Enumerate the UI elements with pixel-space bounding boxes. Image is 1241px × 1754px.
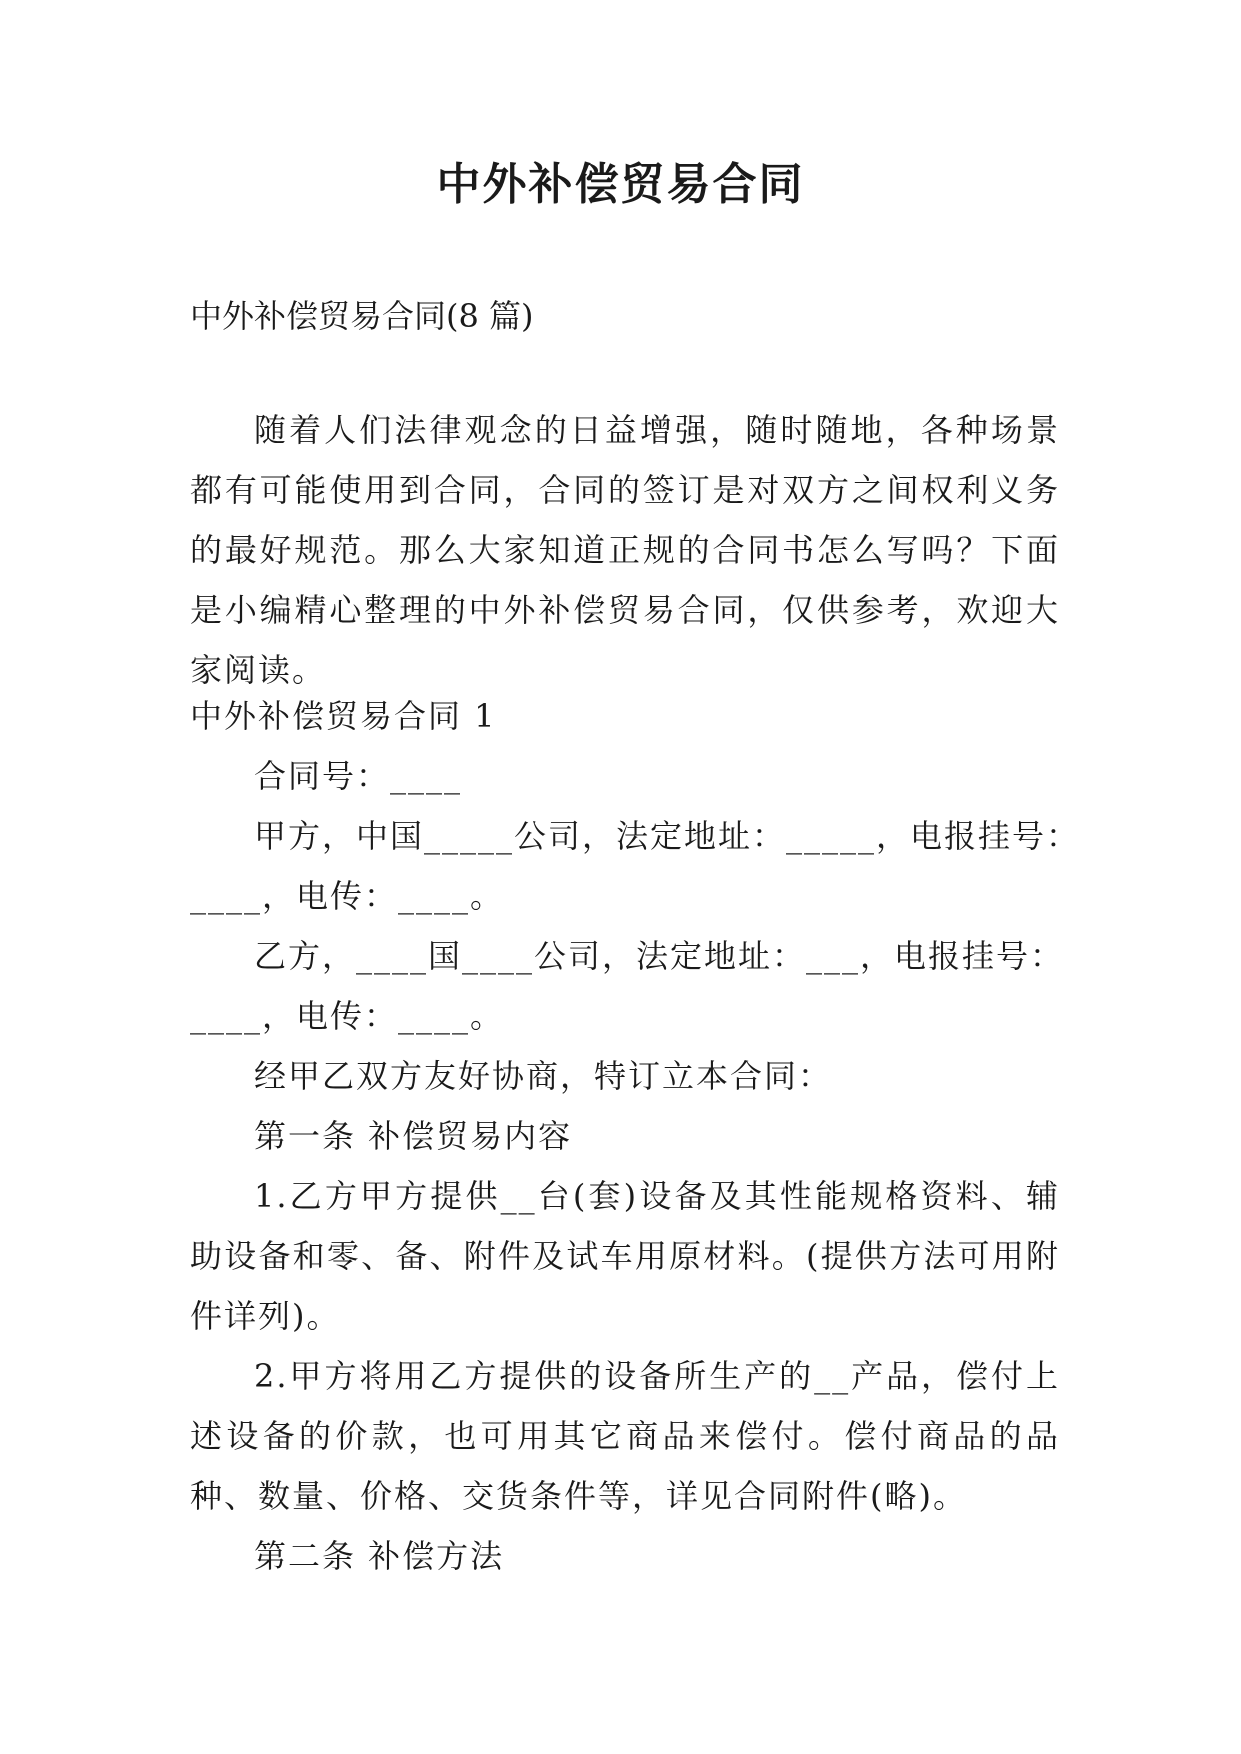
document-title: 中外补偿贸易合同 xyxy=(436,159,805,210)
party-a-line-1: 甲方，中国_____公司，法定地址：_____，电报挂号： xyxy=(254,817,1081,855)
contract-number: 合同号：____ xyxy=(254,757,463,795)
party-a-line-2: ____，电传：____。 xyxy=(190,877,505,915)
intro-paragraph: 随着人们法律观念的日益增强，随时随地，各种场景都有可能使用到合同，合同的签订是对双方之间权利义务的最好规范。那么大家知道正规的合同书怎么写吗？下面是小编精心整理的中外补偿贸易合同，仅供参考，欢迎大家阅读。 xyxy=(190,411,1060,689)
party-b-line-1: 乙方，____国____公司，法定地址：___，电报挂号： xyxy=(254,937,1065,975)
agreement-statement: 经甲乙双方友好协商，特订立本合同： xyxy=(254,1057,833,1095)
document-subtitle: 中外补偿贸易合同(8 篇) xyxy=(190,297,534,335)
party-b-line-2: ____，电传：____。 xyxy=(190,997,505,1035)
clause-2: 2.甲方将用乙方提供的设备所生产的__产品，偿付上述设备的价款，也可用其它商品来偿付。偿付商品的品种、数量、价格、交货条件等，详见合同附件(略)。 xyxy=(190,1357,1060,1515)
section-heading: 中外补偿贸易合同 1 xyxy=(190,697,497,735)
article-1-title: 第一条 补偿贸易内容 xyxy=(254,1117,573,1155)
article-2-title: 第二条 补偿方法 xyxy=(254,1537,505,1575)
clause-1: 1.乙方甲方提供__台(套)设备及其性能规格资料、辅助设备和零、备、附件及试车用原材料。(提供方法可用附件详列)。 xyxy=(190,1177,1060,1335)
contract-section xyxy=(190,686,1081,1586)
intro-block xyxy=(190,400,1060,700)
